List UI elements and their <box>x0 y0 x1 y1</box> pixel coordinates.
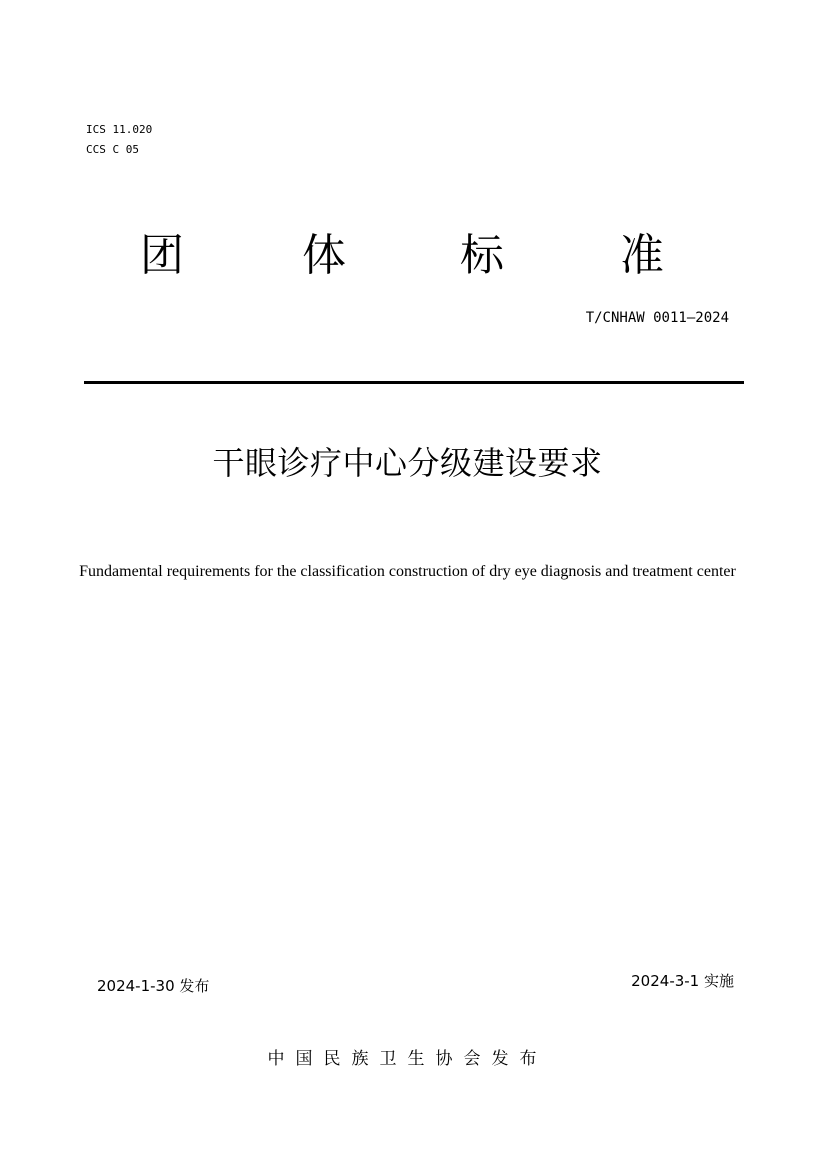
header-divider <box>84 381 744 384</box>
publisher: 中国民族卫生协会发布 <box>267 1049 548 1069</box>
standard-type-char: 团 <box>140 230 184 281</box>
document-title-chinese: 干眼诊疗中心分级建设要求 <box>212 444 603 482</box>
standard-type-heading <box>140 226 680 286</box>
ics-code: ICS 11.020 <box>86 123 153 136</box>
standard-type-char: 体 <box>302 230 346 281</box>
standard-number: T/CNHAW 0011—2024 <box>585 310 729 326</box>
standard-type-char: 准 <box>620 230 664 281</box>
implementation-date: 2024-3-1 实施 <box>631 972 734 990</box>
issue-date: 2024-1-30 发布 <box>97 977 210 995</box>
document-title-english: Fundamental requirements for the classification construction of dry eye diagnosis and treatment center <box>79 563 736 580</box>
classification-codes <box>86 120 152 160</box>
standard-type-char: 标 <box>460 230 504 281</box>
ccs-code: CCS C 05 <box>86 143 139 156</box>
